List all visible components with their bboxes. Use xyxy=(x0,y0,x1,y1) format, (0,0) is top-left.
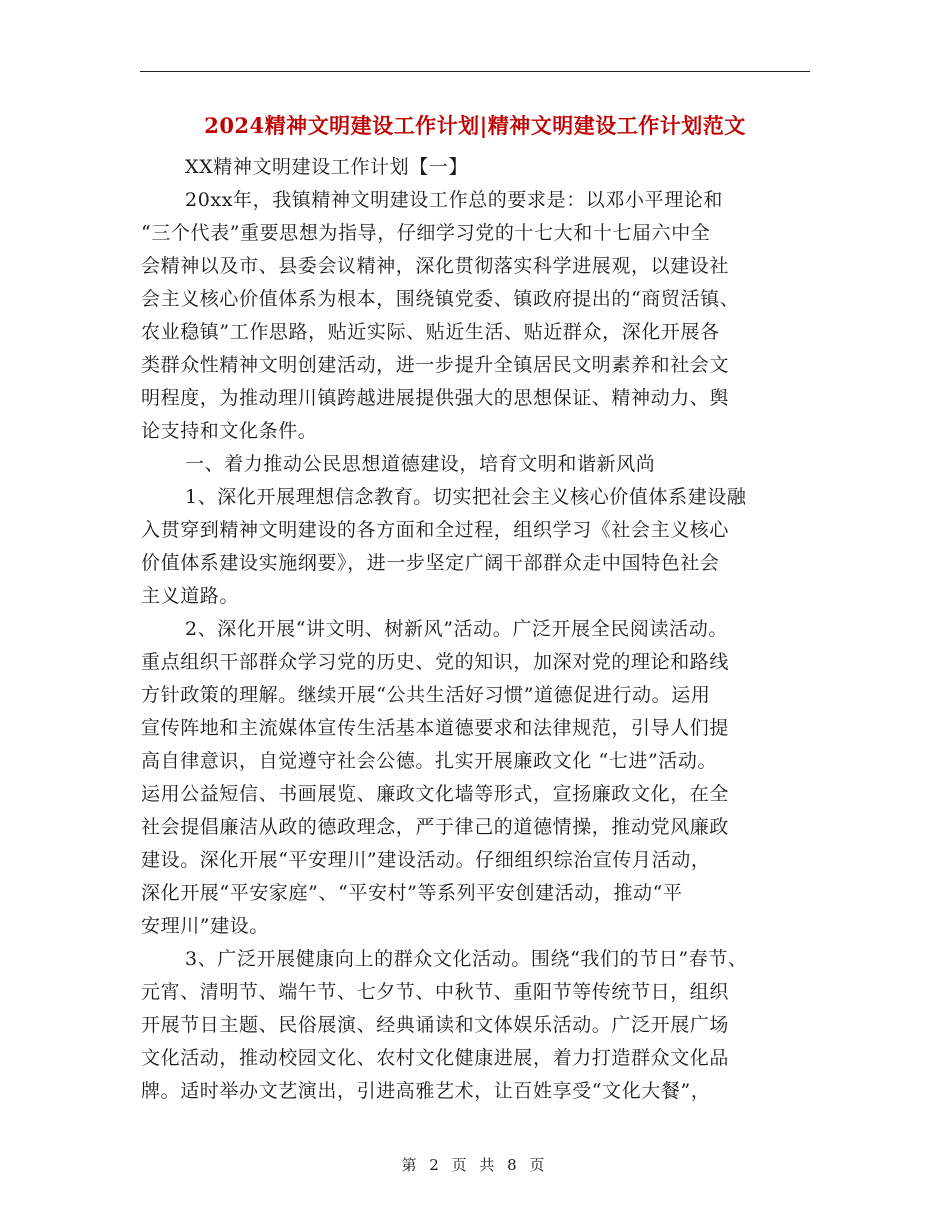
section-heading: 一、着力推动公民思想道德建设，培育文明和谐新风尚 xyxy=(185,453,656,475)
paragraph-line: “三个代表”重要思想为指导，仔细学习党的十七大和十七届六中全 xyxy=(141,222,711,244)
paragraph-line: 重点组织干部群众学习党的历史、党的知识，加深对党的理论和路线 xyxy=(141,651,730,673)
paragraph-line: 建设。深化开展“平安理川”建设活动。仔细组织综治宣传月活动， xyxy=(141,849,711,871)
paragraph-line: 主义道路。 xyxy=(141,585,240,607)
paragraph-line: 价值体系建设实施纲要》，进一步坚定广阔干部群众走中国特色社会 xyxy=(141,552,720,574)
paragraph-line: 入贯穿到精神文明建设的各方面和全过程，组织学习《社会主义核心 xyxy=(141,519,730,541)
header-rule xyxy=(140,71,810,72)
paragraph-line: 安理川”建设。 xyxy=(141,915,269,937)
paragraph-line: 文化活动，推动校园文化、农村文化健康进展，着力打造群众文化品 xyxy=(141,1047,730,1069)
paragraph-line: 开展节日主题、民俗展演、经典诵读和文体娱乐活动。广泛开展广场 xyxy=(141,1014,730,1036)
paragraph-line: 运用公益短信、书画展览、廉政文化墙等形式，宣扬廉政文化，在全 xyxy=(141,783,730,805)
paragraph-line: 2、深化开展“讲文明、树新风”活动。广泛开展全民阅读活动。 xyxy=(185,618,728,640)
paragraph-line: 类群众性精神文明创建活动，进一步提升全镇居民文明素养和社会文 xyxy=(141,354,730,376)
paragraph-line: 会主义核心价值体系为根本，围绕镇党委、镇政府提出的“商贸活镇、 xyxy=(141,288,740,310)
paragraph-line: 社会提倡廉洁从政的德政理念，严于律己的道德情操，推动党风廉政 xyxy=(141,816,730,838)
paragraph-line: 方针政策的理解。继续开展“公共生活好习惯”道德促进行动。运用 xyxy=(141,684,711,706)
paragraph-line: 1、深化开展理想信念教育。切实把社会主义核心价值体系建设融 xyxy=(185,486,747,508)
paragraph-line: 元宵、清明节、端午节、七夕节、中秋节、重阳节等传统节日，组织 xyxy=(141,981,730,1003)
paragraph-line: 20xx年，我镇精神文明建设工作总的要求是：以邓小平理论和 xyxy=(185,189,724,211)
document-title: 2024精神文明建设工作计划|精神文明建设工作计划范文 xyxy=(204,113,746,138)
paragraph-line: 明程度，为推动理川镇跨越进展提供强大的思想保证、精神动力、舆 xyxy=(141,387,730,409)
paragraph-line: 高自律意识，自觉遵守社会公德。扎实开展廉政文化 “七进”活动。 xyxy=(141,750,718,772)
paragraph-line: 农业稳镇”工作思路，贴近实际、贴近生活、贴近群众，深化开展各 xyxy=(141,321,720,343)
paragraph-line: 牌。适时举办文艺演出，引进高雅艺术，让百姓享受“文化大餐”， xyxy=(141,1080,711,1102)
page-number: 第 2 页 共 8 页 xyxy=(401,1156,549,1174)
paragraph-line: 3、广泛开展健康向上的群众文化活动。围绕“我们的节日”春节、 xyxy=(185,948,748,970)
paragraph-line: 深化开展“平安家庭”、“平安村”等系列平安创建活动，推动“平 xyxy=(141,882,683,904)
paragraph-line: 宣传阵地和主流媒体宣传生活基本道德要求和法律规范，引导人们提 xyxy=(141,717,730,739)
section-heading: XX精神文明建设工作计划【一】 xyxy=(185,156,469,178)
paragraph-line: 会精神以及市、县委会议精神，深化贯彻落实科学进展观，以建设社 xyxy=(141,255,730,277)
paragraph-line: 论支持和文化条件。 xyxy=(141,420,318,442)
